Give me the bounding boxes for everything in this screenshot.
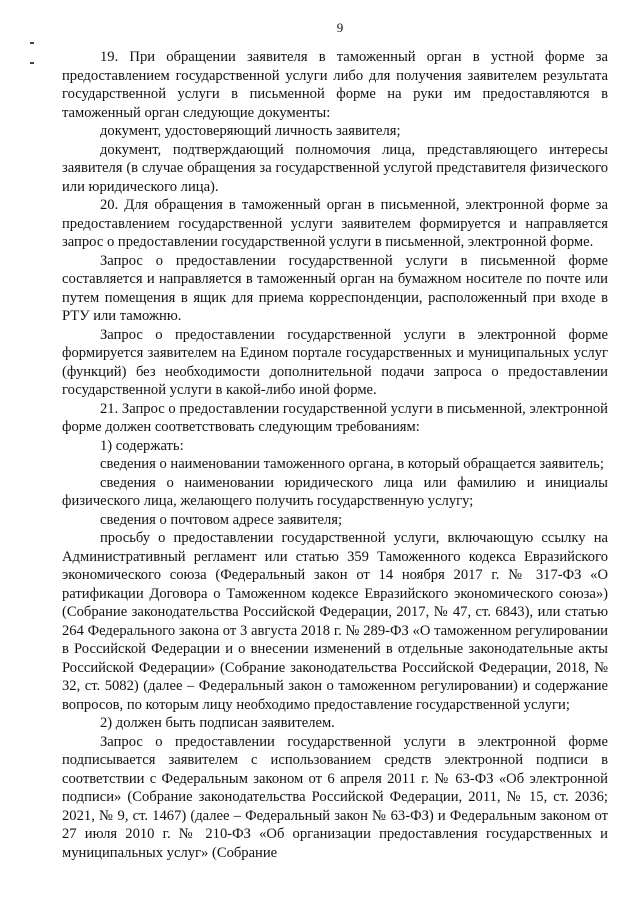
paragraph: сведения о почтовом адресе заявителя; [100,511,343,528]
paragraph: просьбу о предоставлении государственной услуги, включающую ссылку на Административный регламент или статью 359 Таможенного кодекса Евразийского экономического союза (Федеральный закон от 14 ноября 2017 г. № 317-ФЗ «О ратификации Договора о Таможенном кодексе Евразийского экономического союза») (Собрание законодательства Российской Федерации, 2017, № 47, ст. 6843), или статью 264 Федерального закона от 3 августа 2018 г. № 289-ФЗ «О таможенном регулировании в Российской Федерации и о внесении изменений в отдельные законодательные акты Российской Федерации» (Собрание законодательства Российской Федерации, 2018, № 32, ст. 5082) (далее – Федеральный закон о таможенном регулировании) и содержание вопросов, по которым лицу необходимо предоставление государственной услуги; [62,530,608,713]
paragraph: сведения о наименовании юридического лица или фамилию и инициалы физического лица, желающего получить государственную услугу; [62,474,608,509]
paragraph-21: 21. Запрос о предоставлении государственной услуги в письменной, электронной форме должен соответствовать следующим требованиям: [62,400,608,435]
paragraph: Запрос о предоставлении государственной услуги в электронной форме формируется заявителем на Едином портале государственных и муниципальных услуг (функций) без необходимости дополнительной подачи запроса о предоставлении государственной услуги в какой-либо иной форме. [62,326,608,398]
margin-mark [30,62,34,64]
document-body [62,48,608,862]
paragraph: 2) должен быть подписан заявителем. [100,715,335,731]
paragraph: Запрос о предоставлении государственной услуги в письменной форме составляется и направляется в таможенный орган на бумажном носителе по почте или путем помещения в ящик для приема корреспонденции, расположенный при входе в РТУ или таможню. [62,252,608,324]
paragraph: сведения о наименовании таможенного органа, в который обращается заявитель; [100,456,604,472]
margin-mark [30,42,34,44]
paragraph-19: 19. При обращении заявителя в таможенный орган в устной форме за предоставлением государственной услуги либо для получения заявителем результата государственной услуги в письменной форме на руки им предоставляются в таможенный орган следующие документы: [62,49,608,121]
page-number: 9 [336,20,344,35]
paragraph-20: 20. Для обращения в таможенный орган в письменной, электронной форме за предоставлением государственной услуги заявителем формируется и направляется запрос о предоставлении государственной услуги в письменной, электронной форме. [62,197,608,250]
paragraph: документ, подтверждающий полномочия лица, представляющего интересы заявителя (в случае обращения за государственной услугой представителя физического или юридического лица). [62,141,608,195]
paragraph: документ, удостоверяющий личность заявителя; [100,123,401,139]
paragraph: Запрос о предоставлении государственной услуги в электронной форме подписывается заявителем с использованием средств электронной подписи в соответствии с Федеральным законом от 6 апреля 2011 г. № 63-ФЗ «Об электронной подписи» (Собрание законодательства Российской Федерации, 2011, № 15, ст. 2036; 2021, № 9, ст. 1467) (далее – Федеральный закон № 63-ФЗ) и Федеральным законом от 27 июля 2010 г. № 210-ФЗ «Об организации предоставления государственных и муниципальных услуг» (Собрание [62,733,608,861]
paragraph: 1) содержать: [100,437,184,454]
